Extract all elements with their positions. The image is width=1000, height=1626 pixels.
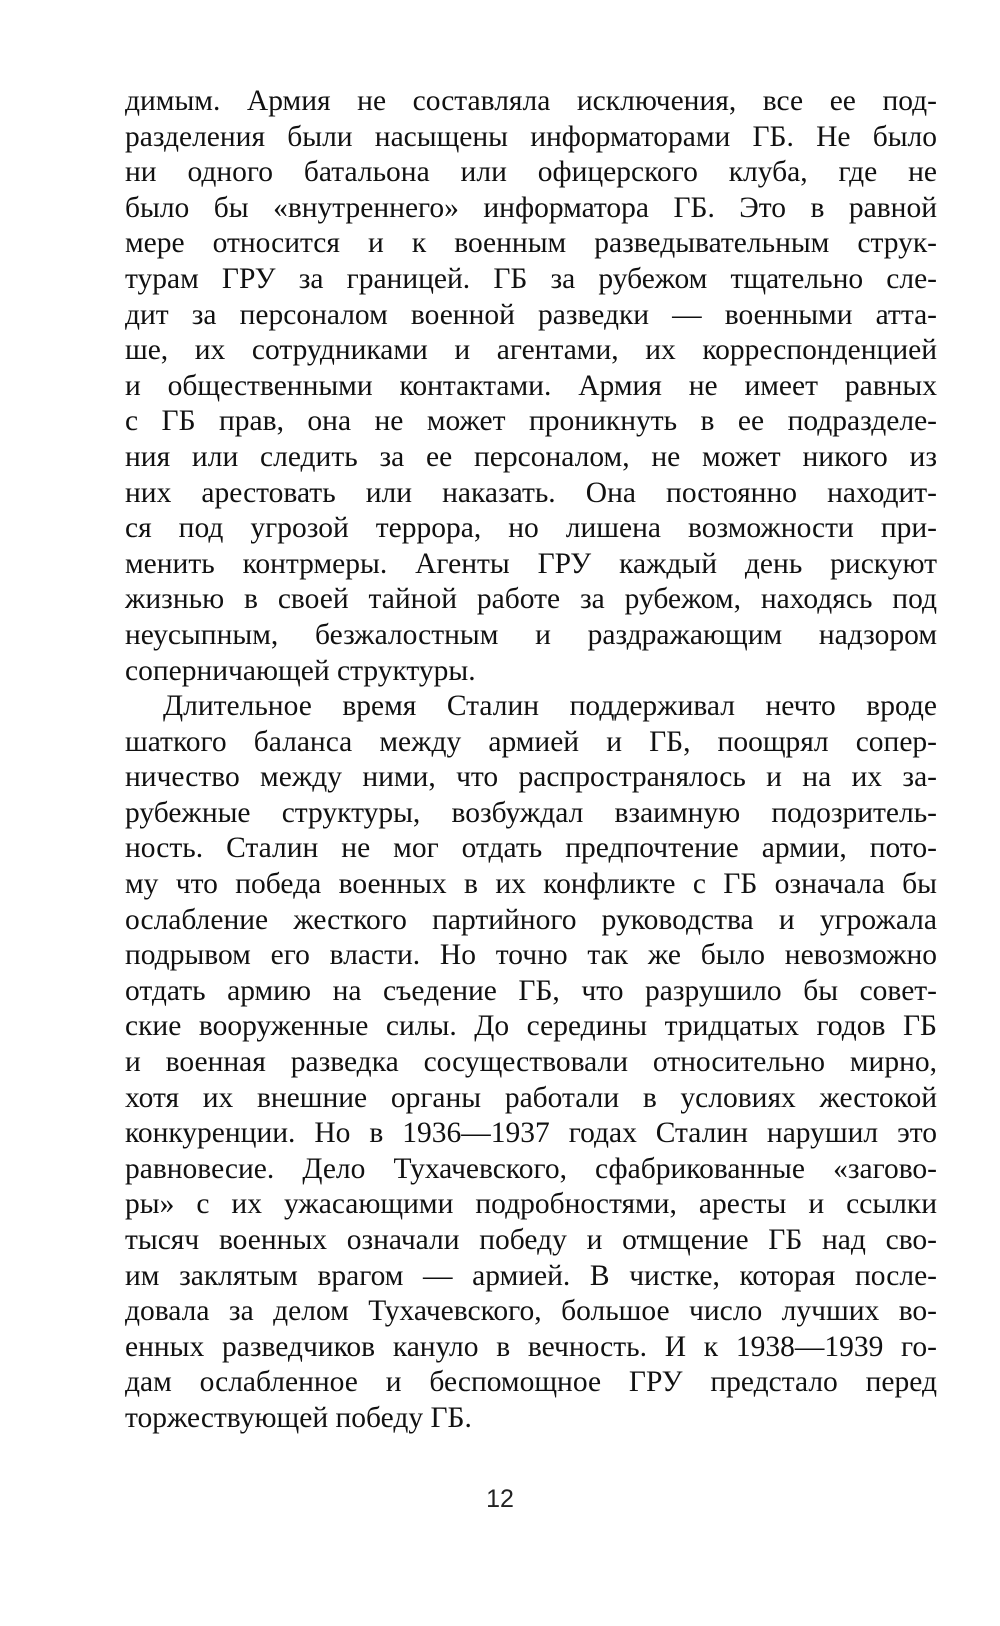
page-number: 12 (486, 1485, 514, 1513)
text-line: турам ГРУ за границей. ГБ за рубежом тщательно сле- (125, 262, 937, 295)
text-line: разделения были насыщены информаторами ГБ. Не было (125, 120, 937, 153)
text-line: и общественными контактами. Армия не имеет равных (125, 369, 937, 402)
text-line: дам ослабленное и беспомощное ГРУ предстало перед (125, 1366, 937, 1399)
page-body (125, 84, 937, 1437)
text-line: ничество между ними, что распространялось и на их за- (125, 761, 937, 794)
text-line: ность. Сталин не мог отдать предпочтение армии, пото- (125, 832, 937, 865)
text-line: жизнью в своей тайной работе за рубежом, находясь под (125, 583, 937, 616)
text-line: менить контрмеры. Агенты ГРУ каждый день рискуют (125, 547, 937, 580)
text-line: енных разведчиков кануло в вечность. И к 1938—1939 го- (125, 1330, 937, 1363)
text-line: было бы «внутреннего» информатора ГБ. Это в равной (125, 191, 937, 224)
text-line: ни одного батальона или офицерского клуба, где не (125, 156, 937, 189)
text-line: ся под угрозой террора, но лишена возможности при- (125, 512, 937, 545)
text-line: хотя их внешние органы работали в условиях жестокой (125, 1081, 937, 1114)
text-line: с ГБ прав, она не может проникнуть в ее подразделе- (125, 405, 937, 438)
text-line: мере относится и к военным разведывательным струк- (125, 227, 937, 260)
text-line: отдать армию на съедение ГБ, что разрушило бы совет- (125, 974, 937, 1007)
text-line: торжествующей победу ГБ. (125, 1401, 472, 1434)
text-line: довала за делом Тухачевского, большое число лучших во- (125, 1295, 937, 1328)
paragraph-1 (125, 84, 937, 689)
text-line: тысяч военных означали победу и отмщение ГБ над сво- (125, 1224, 937, 1256)
text-line: ше, их сотрудниками и агентами, их корреспонденцией (125, 334, 937, 367)
text-line: них арестовать или наказать. Она постоянно находит- (125, 476, 937, 509)
text-line: и военная разведка сосуществовали относительно мирно, (125, 1046, 937, 1079)
text-line: рубежные структуры, возбуждал взаимную подозритель- (125, 796, 937, 829)
text-line: ния или следить за ее персоналом, не может никого из (125, 440, 937, 473)
text-line: ры» с их ужасающими подробностями, аресты и ссылки (125, 1188, 937, 1221)
text-line: шаткого баланса между армией и ГБ, поощрял сопер- (125, 725, 937, 758)
text-line: подрывом его власти. Но точно так же было невозможно (125, 939, 937, 972)
text-line: ские вооруженные силы. До середины тридцатых годов ГБ (125, 1010, 937, 1043)
text-line: им заклятым врагом — армией. В чистке, которая после- (125, 1259, 937, 1292)
paragraph-2 (125, 689, 937, 1436)
text-line: соперничающей структуры. (125, 654, 476, 687)
text-line: неусыпным, безжалостным и раздражающим надзором (125, 618, 937, 651)
text-line: дит за персоналом военной разведки — военными атта- (125, 298, 937, 331)
text-line: му что победа военных в их конфликте с ГБ означала бы (125, 868, 937, 901)
text-line: Длительное время Сталин поддерживал нечто вроде (163, 690, 937, 723)
text-line: конкуренции. Но в 1936—1937 годах Сталин нарушил это (125, 1117, 937, 1150)
text-line: равновесие. Дело Тухачевского, сфабрикованные «загово- (125, 1152, 937, 1185)
text-line: димым. Армия не составляла исключения, все ее под- (125, 85, 937, 117)
text-line: ослабление жесткого партийного руководства и угрожала (125, 903, 937, 936)
